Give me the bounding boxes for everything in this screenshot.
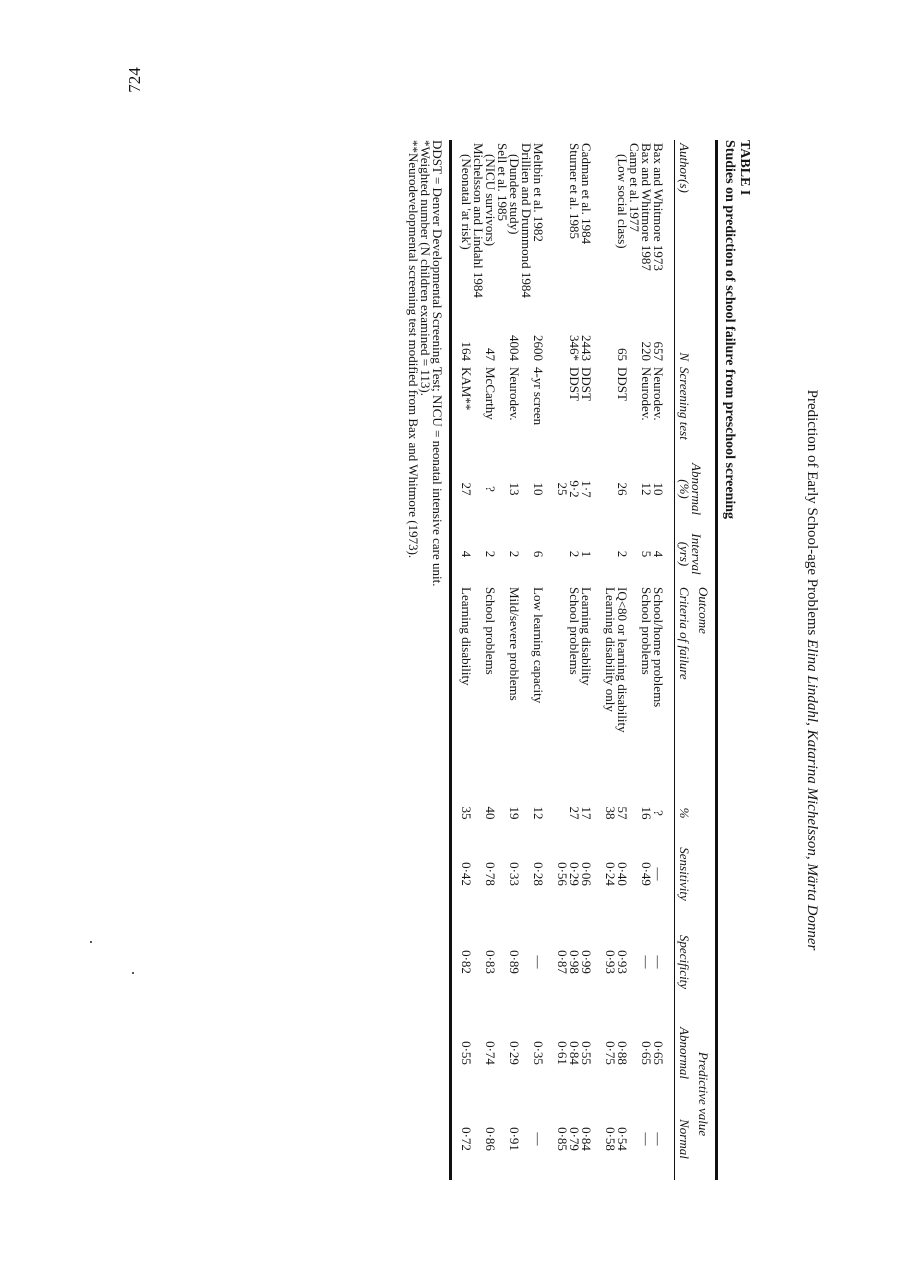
cell-abnormal: 12 bbox=[639, 482, 654, 496]
cell-interval: 4 bbox=[459, 550, 474, 558]
cell-abnormal: 1·7 bbox=[579, 480, 594, 498]
table-block bbox=[407, 140, 752, 1180]
results-table bbox=[452, 140, 715, 1180]
cell-pv-normal: 0·85 bbox=[555, 1127, 570, 1151]
cell-specificity: 0·83 bbox=[483, 950, 498, 974]
cell-pct: 27 bbox=[567, 806, 582, 820]
cell-test: Neurodev. bbox=[507, 367, 522, 421]
cell-interval: 1 bbox=[579, 550, 594, 558]
running-head-authors: Elina Lindahl, Katarina Michelsson, Märta Donner bbox=[804, 639, 820, 951]
cell-sensitivity: 0·06 bbox=[579, 862, 594, 886]
cell-pv-abnormal: 0·65 bbox=[639, 1041, 654, 1065]
cell-abnormal: 25 bbox=[555, 482, 570, 496]
cell-criteria: Learning disability bbox=[579, 587, 594, 686]
cell-test: McCarthy bbox=[483, 367, 498, 420]
table-row bbox=[604, 140, 616, 1180]
cell-pv-abnormal: 0·29 bbox=[507, 1041, 522, 1065]
footnote: DDST = Denver Developmental Screening Test; NICU = neonatal intensive care unit. bbox=[430, 140, 445, 587]
cell-pv-abnormal: 0·65 bbox=[651, 1041, 666, 1065]
cell-author: Sell et al. 1985 bbox=[495, 143, 510, 221]
cell-test: Neurodev. bbox=[651, 367, 666, 421]
cell-test: 4-yr screen bbox=[531, 367, 546, 426]
table-caption: Studies on prediction of school failure from preschool screening bbox=[722, 140, 737, 520]
cell-abnormal: 26 bbox=[615, 482, 630, 496]
header-sensitivity: Sensitivity bbox=[677, 847, 692, 901]
cell-n: 2600 bbox=[531, 335, 546, 361]
cell-sensitivity: — bbox=[651, 867, 666, 881]
cell-test: DDST bbox=[579, 367, 594, 401]
cell-specificity: 0·93 bbox=[615, 950, 630, 974]
cell-interval: 5 bbox=[639, 550, 654, 558]
cell-n: 47 bbox=[483, 348, 498, 361]
cell-specificity: 0·89 bbox=[507, 950, 522, 974]
cell-author: Drillien and Drummond 1984 bbox=[519, 143, 534, 298]
cell-n: 164 bbox=[459, 341, 474, 361]
cell-specificity: — bbox=[531, 955, 546, 969]
header-pv-abnormal: Abnormal bbox=[677, 1027, 692, 1079]
cell-author: Michelsson and Lindahl 1984 bbox=[471, 143, 486, 298]
cell-criteria: School problems bbox=[483, 587, 498, 675]
cell-n: 657 bbox=[651, 341, 666, 361]
cell-pct: 16 bbox=[639, 806, 654, 820]
cell-pv-normal: 0·91 bbox=[507, 1127, 522, 1151]
cell-criteria: Low learning capacity bbox=[531, 587, 546, 704]
cell-interval: 2 bbox=[615, 550, 630, 558]
running-head bbox=[803, 60, 820, 1280]
cell-pct: 19 bbox=[507, 806, 522, 820]
cell-pv-abnormal: 0·55 bbox=[579, 1041, 594, 1065]
cell-sensitivity: 0·33 bbox=[507, 862, 522, 886]
cell-test: KAM** bbox=[459, 367, 474, 411]
cell-sensitivity: 0·40 bbox=[615, 862, 630, 886]
header-predictive-group: Predictive value bbox=[696, 1051, 711, 1137]
cell-author: (Neonatal 'at risk') bbox=[459, 154, 474, 250]
cell-sensitivity: 0·42 bbox=[459, 862, 474, 886]
table-row bbox=[452, 140, 472, 1180]
cell-test: DDST bbox=[567, 367, 582, 401]
cell-pv-normal: 0·58 bbox=[603, 1127, 618, 1151]
cell-specificity: — bbox=[639, 955, 654, 969]
cell-n: 220 bbox=[639, 341, 654, 361]
cell-author: Bax and Whitmore 1987 bbox=[639, 143, 654, 271]
cell-interval: 2 bbox=[483, 550, 498, 558]
cell-n: 4004 bbox=[507, 335, 522, 361]
cell-pv-normal: — bbox=[651, 1132, 666, 1146]
cell-sensitivity: 0·49 bbox=[639, 862, 654, 886]
cell-test: DDST bbox=[615, 367, 630, 401]
cell-specificity: — bbox=[651, 955, 666, 969]
cell-author: (NICU survivors) bbox=[483, 154, 498, 247]
cell-pv-normal: 0·84 bbox=[579, 1127, 594, 1151]
cell-abnormal: 13 bbox=[507, 482, 522, 496]
header-abnormal: Abnormal (%) bbox=[677, 463, 704, 515]
header-authors: Author(s) bbox=[677, 143, 692, 193]
cell-author: Sturner et al. 1985 bbox=[567, 143, 582, 240]
cell-abnormal: 27 bbox=[459, 482, 474, 496]
header-n: N bbox=[677, 352, 692, 361]
cell-specificity: 0·93 bbox=[603, 950, 618, 974]
cell-specificity: 0·98 bbox=[567, 950, 582, 974]
table-row bbox=[652, 140, 674, 1180]
cell-pct: 40 bbox=[483, 806, 498, 820]
cell-criteria: Mild/severe problems bbox=[507, 587, 522, 701]
cell-specificity: 0·82 bbox=[459, 950, 474, 974]
cell-sensitivity: 0·78 bbox=[483, 862, 498, 886]
cell-n: 65 bbox=[615, 348, 630, 361]
cell-pv-abnormal: 0·75 bbox=[603, 1041, 618, 1065]
cell-pct: 17 bbox=[579, 806, 594, 820]
cell-sensitivity: 0·28 bbox=[531, 862, 546, 886]
cell-sensitivity: 0·56 bbox=[555, 862, 570, 886]
scan-speck bbox=[132, 972, 134, 974]
cell-author: (Dundee study) bbox=[507, 154, 522, 235]
cell-pv-normal: 0·79 bbox=[567, 1127, 582, 1151]
header-screening-test: Screening test bbox=[677, 367, 692, 440]
cell-pv-abnormal: 0·88 bbox=[615, 1041, 630, 1065]
cell-specificity: 0·87 bbox=[555, 950, 570, 974]
cell-pv-abnormal: 0·84 bbox=[567, 1041, 582, 1065]
cell-pv-normal: 0·86 bbox=[483, 1127, 498, 1151]
cell-criteria: Learning disability only bbox=[603, 587, 618, 712]
cell-pv-normal: — bbox=[639, 1132, 654, 1146]
cell-pct: ? bbox=[651, 810, 666, 816]
header-criteria: Criteria of failure bbox=[677, 587, 692, 680]
cell-abnormal: 10 bbox=[531, 482, 546, 496]
cell-test: Neurodev. bbox=[639, 367, 654, 421]
cell-abnormal: 9·2 bbox=[567, 480, 582, 498]
header-interval: Interval (yrs) bbox=[677, 533, 704, 575]
cell-author: (Low social class) bbox=[615, 154, 630, 249]
cell-author: Bax and Whitmore 1973 bbox=[651, 143, 666, 271]
cell-pv-normal: 0·72 bbox=[459, 1127, 474, 1151]
table-header bbox=[674, 140, 715, 1180]
cell-interval: 4 bbox=[651, 550, 666, 558]
cell-specificity: 0·99 bbox=[579, 950, 594, 974]
running-head-title: Prediction of Early School-age Problems bbox=[804, 389, 820, 636]
page-number: 724 bbox=[125, 67, 144, 93]
rotated-page bbox=[80, 60, 820, 1280]
cell-criteria: Learning disability bbox=[459, 587, 474, 686]
cell-pct: 38 bbox=[603, 806, 618, 820]
table-row bbox=[640, 140, 652, 1180]
scan-speck bbox=[90, 941, 92, 943]
cell-pv-abnormal: 0·61 bbox=[555, 1041, 570, 1065]
cell-pv-normal: — bbox=[531, 1132, 546, 1146]
cell-criteria: School problems bbox=[639, 587, 654, 675]
header-pv-normal: Normal bbox=[677, 1119, 692, 1159]
cell-pv-abnormal: 0·55 bbox=[459, 1041, 474, 1065]
cell-sensitivity: 0·24 bbox=[603, 862, 618, 886]
cell-pct: 57 bbox=[615, 806, 630, 820]
cell-n: 346* bbox=[567, 335, 582, 361]
top-rule bbox=[715, 140, 718, 1180]
cell-author: Cadman et al. 1984 bbox=[579, 143, 594, 245]
cell-sensitivity: 0·29 bbox=[567, 862, 582, 886]
table-label: TABLE I bbox=[737, 140, 752, 196]
cell-pv-abnormal: 0·35 bbox=[531, 1041, 546, 1065]
header-pct: % bbox=[677, 807, 692, 819]
cell-criteria: IQ<80 or learning disability bbox=[615, 587, 630, 733]
cell-abnormal: ? bbox=[483, 486, 498, 492]
footnotes bbox=[407, 140, 443, 1180]
header-specificity: Specificity bbox=[677, 934, 692, 990]
header-outcome-group: Outcome bbox=[696, 587, 711, 634]
cell-pct: 12 bbox=[531, 806, 546, 820]
cell-criteria: School/home problems bbox=[651, 587, 666, 708]
cell-n: 2443 bbox=[579, 335, 594, 361]
footnote: **Neurodevelopmental screening test modified from Bax and Whitmore (1973). bbox=[406, 140, 421, 559]
cell-pct: 35 bbox=[459, 806, 474, 820]
cell-criteria: School problems bbox=[567, 587, 582, 675]
cell-interval: 6 bbox=[531, 550, 546, 558]
bottom-rule bbox=[449, 140, 452, 1180]
cell-author: Camp et al. 1977 bbox=[627, 143, 642, 232]
cell-pv-normal: 0·54 bbox=[615, 1127, 630, 1151]
cell-abnormal: 10 bbox=[651, 482, 666, 496]
cell-interval: 2 bbox=[507, 550, 522, 558]
cell-pv-abnormal: 0·74 bbox=[483, 1041, 498, 1065]
table-row bbox=[568, 140, 580, 1180]
table-body bbox=[452, 140, 674, 1180]
cell-interval: 2 bbox=[567, 550, 582, 558]
cell-author: Meltbin et al. 1982 bbox=[531, 143, 546, 242]
footnote: *Weighted number (N children examined = 113). bbox=[418, 140, 433, 396]
